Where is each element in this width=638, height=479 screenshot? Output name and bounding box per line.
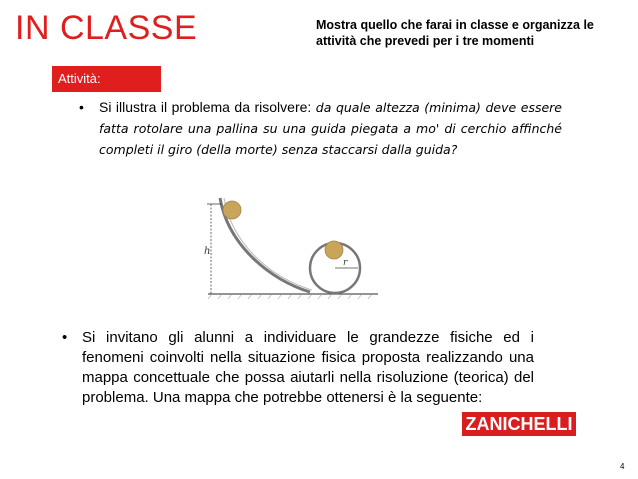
page-number: 4 [620,462,625,471]
bullet-marker: • [62,329,68,346]
ball-start [223,201,241,219]
height-label: h [204,246,211,257]
logo-text: ZANICHELLI [465,414,573,434]
bullet-problem [79,97,562,160]
ball-loop [325,241,343,259]
bullet-problem-lead: Si illustra il problema da risolvere: [99,99,316,115]
ground-hatch [208,294,372,299]
activity-badge-label: Attività: [58,71,101,86]
activity-badge [52,66,161,92]
bullet-problem-question: da quale altezza (minima) deve essere fatta rotolare una pallina su una guida piegata a mo' di cerchio affinché completi il giro (della morte) senza staccarsi dalla guida? [99,100,562,157]
zanichelli-logo [462,412,576,436]
loop-the-loop-figure [200,190,380,305]
bullet-marker: • [79,99,84,115]
radius-label: r [343,258,348,268]
instruction-text: Mostra quello che farai in classe e organizza le attività che prevedi per i tre momenti [316,18,594,48]
bullet-map [62,328,534,408]
bullet-map-text: Si invitano gli alunni a individuare le grandezze fisiche ed i fenomeni coinvolti nella situazione fisica proposta realizzando una mappa concettuale che possa aiutarli nella risoluzione (teorica) del problema. Una mappa che potrebbe ottenersi è la seguente: [82,329,534,406]
slide-title: IN CLASSE [15,9,198,47]
